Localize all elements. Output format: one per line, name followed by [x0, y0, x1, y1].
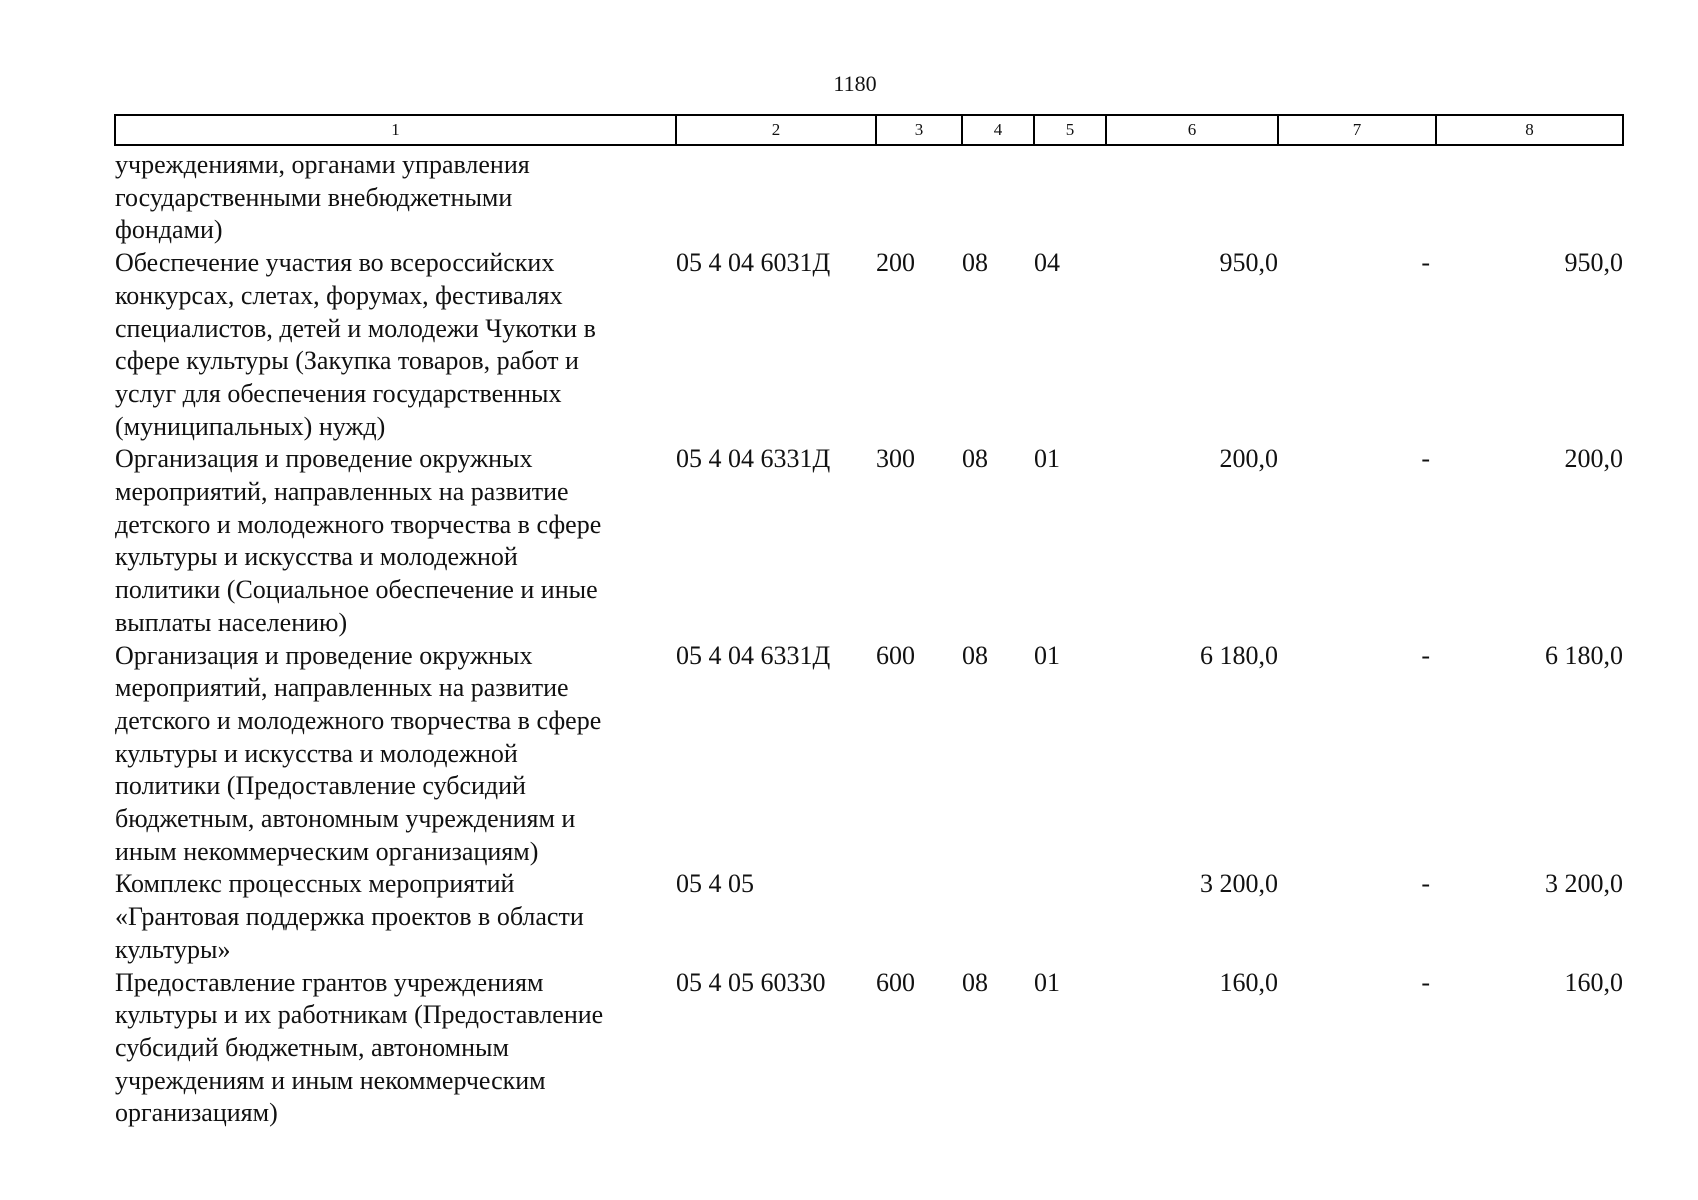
name-line: культуры»	[115, 934, 231, 964]
row-name	[115, 967, 676, 1131]
page-number: 1180	[833, 71, 877, 96]
row-vr: 600	[876, 640, 915, 670]
row-col8: 6 180,0	[1545, 640, 1623, 670]
column-header-5: 5	[1034, 115, 1106, 145]
table-row	[115, 443, 1623, 639]
name-line: политики (Социальное обеспечение и иные	[115, 575, 598, 605]
row-col7: -	[1421, 248, 1430, 278]
name-line: (муниципальных) нужд)	[115, 411, 386, 441]
row-vr	[876, 145, 962, 247]
row-col6: 950,0	[1219, 248, 1278, 278]
row-col8: 950,0	[1564, 248, 1623, 278]
row-col8: 160,0	[1564, 967, 1623, 997]
name-line: «Грантовая поддержка проектов в области	[115, 902, 584, 932]
name-line: организациям)	[115, 1098, 278, 1128]
name-line: мероприятий, направленных на развитие	[115, 673, 569, 703]
row-vr: 300	[876, 444, 915, 474]
table-row	[115, 145, 1623, 247]
name-line: Организация и проведение окружных	[115, 640, 533, 670]
name-line: бюджетным, автономным учреждениям и	[115, 804, 576, 834]
row-col6: 160,0	[1219, 967, 1278, 997]
table-row	[115, 868, 1623, 966]
name-line: Предоставление грантов учреждениям	[115, 967, 544, 997]
name-line: фондами)	[115, 215, 223, 245]
row-vr: 600	[876, 967, 915, 997]
row-col7: -	[1421, 869, 1430, 899]
name-line: специалистов, детей и молодежи Чукотки в	[115, 313, 596, 343]
row-pr: 01	[1034, 444, 1060, 474]
row-col7: -	[1421, 967, 1430, 997]
table-row	[115, 967, 1623, 1131]
row-name	[115, 247, 676, 443]
column-header-4: 4	[962, 115, 1034, 145]
row-vr	[876, 868, 962, 966]
name-line: культуры и искусства и молодежной	[115, 542, 518, 572]
row-code: 05 4 04 6331Д	[676, 640, 831, 670]
table-row	[115, 640, 1623, 869]
name-line: сфере культуры (Закупка товаров, работ и	[115, 346, 579, 376]
column-header-6: 6	[1106, 115, 1278, 145]
column-header-1: 1	[115, 115, 676, 145]
row-col7: -	[1421, 640, 1430, 670]
name-line: конкурсах, слетах, форумах, фестивалях	[115, 280, 563, 310]
name-line: политики (Предоставление субсидий	[115, 771, 526, 801]
row-rz	[962, 868, 1034, 966]
row-pr: 04	[1034, 248, 1060, 278]
row-col7	[1278, 145, 1436, 247]
table-header	[115, 115, 1623, 145]
column-header-7: 7	[1278, 115, 1436, 145]
name-line: Обеспечение участия во всероссийских	[115, 248, 555, 278]
row-col8	[1436, 145, 1623, 247]
row-rz: 08	[962, 248, 988, 278]
row-col8: 3 200,0	[1545, 869, 1623, 899]
table-row	[115, 247, 1623, 443]
name-line: Комплекс процессных мероприятий	[115, 869, 515, 899]
name-line: выплаты населению)	[115, 607, 348, 637]
row-rz: 08	[962, 444, 988, 474]
name-line: детского и молодежного творчества в сфере	[115, 509, 602, 539]
name-line: Организация и проведение окружных	[115, 444, 533, 474]
budget-table	[114, 114, 1624, 1130]
row-pr: 01	[1034, 640, 1060, 670]
row-col6: 3 200,0	[1200, 869, 1278, 899]
row-name	[115, 868, 676, 966]
row-col6	[1106, 145, 1278, 247]
row-rz: 08	[962, 640, 988, 670]
row-rz: 08	[962, 967, 988, 997]
name-line: детского и молодежного творчества в сфере	[115, 705, 602, 735]
row-rz	[962, 145, 1034, 247]
name-line: иным некоммерческим организациям)	[115, 836, 539, 866]
name-line: культуры и их работникам (Предоставление	[115, 1000, 604, 1030]
column-header-3: 3	[876, 115, 962, 145]
row-code: 05 4 04 6331Д	[676, 444, 831, 474]
row-code: 05 4 05 60330	[676, 967, 826, 997]
row-code: 05 4 05	[676, 869, 754, 899]
row-name	[115, 145, 676, 247]
row-col7: -	[1421, 444, 1430, 474]
name-line: услуг для обеспечения государственных	[115, 378, 562, 408]
row-pr	[1034, 145, 1106, 247]
row-name	[115, 443, 676, 639]
column-header-2: 2	[676, 115, 876, 145]
name-line: субсидий бюджетным, автономным	[115, 1032, 509, 1062]
row-code	[676, 145, 876, 247]
name-line: учреждениями, органами управления	[115, 150, 530, 179]
name-line: мероприятий, направленных на развитие	[115, 477, 569, 507]
name-line: культуры и искусства и молодежной	[115, 738, 518, 768]
name-line: государственными внебюджетными	[115, 182, 513, 212]
row-col6: 6 180,0	[1200, 640, 1278, 670]
row-col6: 200,0	[1219, 444, 1278, 474]
table-body	[115, 145, 1623, 1130]
row-col8: 200,0	[1564, 444, 1623, 474]
row-code: 05 4 04 6031Д	[676, 248, 831, 278]
row-name	[115, 640, 676, 869]
name-line: учреждениям и иным некоммерческим	[115, 1065, 546, 1095]
column-header-8: 8	[1436, 115, 1623, 145]
row-vr: 200	[876, 248, 915, 278]
row-pr: 01	[1034, 967, 1060, 997]
row-pr	[1034, 868, 1106, 966]
